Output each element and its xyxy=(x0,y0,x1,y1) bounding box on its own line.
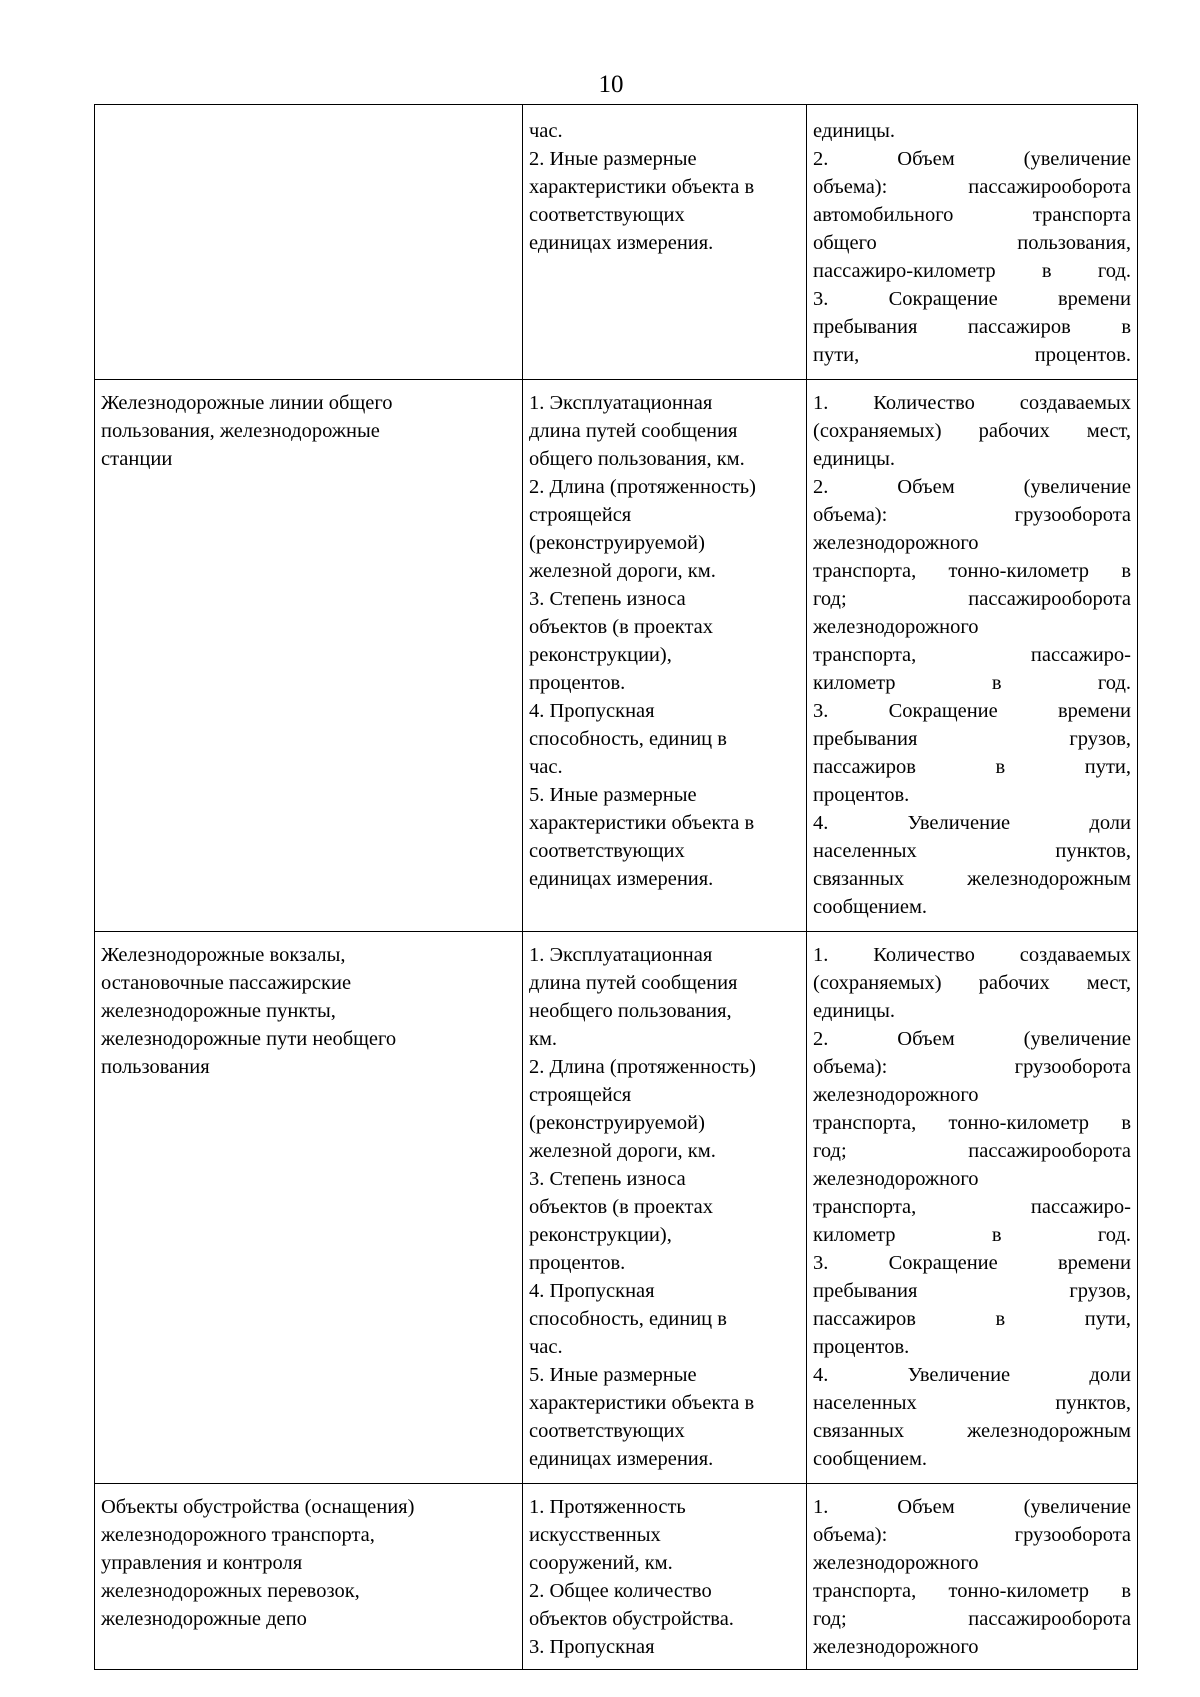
cell-line: станции xyxy=(101,448,173,470)
cell-line: транспорта, пассажиро- xyxy=(813,644,1131,666)
cell-line: населенных пунктов, xyxy=(813,1392,1131,1414)
characteristics-cell xyxy=(523,380,807,932)
cell-line: транспорта, тонно-километр в xyxy=(813,1112,1131,1134)
cell-line: (сохраняемых) рабочих мест, xyxy=(813,972,1131,994)
cell-line: железнодорожных перевозок, xyxy=(101,1580,360,1602)
cell-line: пассажиров в пути, xyxy=(813,756,1131,778)
object-cell xyxy=(95,1484,523,1670)
cell-line: объектов обустройства. xyxy=(529,1608,734,1630)
cell-line: объектов (в проектах xyxy=(529,1196,713,1218)
cell-line: объема): грузооборота xyxy=(813,504,1131,526)
cell-line: железнодорожные депо xyxy=(101,1608,307,1630)
cell-line: железнодорожного xyxy=(813,1636,979,1658)
cell-line: пассажиро-километр в год. xyxy=(813,260,1131,282)
cell-line: пребывания пассажиров в xyxy=(813,316,1131,338)
cell-line: 3. Сокращение времени xyxy=(813,1252,1131,1274)
cell-line: 5. Иные размерные xyxy=(529,1364,697,1386)
indicators-table xyxy=(94,104,1138,1670)
cell-line: единицы. xyxy=(813,120,896,142)
cell-line: процентов. xyxy=(813,1336,910,1358)
cell-line: железнодорожного xyxy=(813,616,979,638)
cell-line: объема): грузооборота xyxy=(813,1524,1131,1546)
characteristics-cell xyxy=(523,932,807,1484)
cell-line: 2. Длина (протяженность) xyxy=(529,1056,756,1078)
cell-line: 3. Сокращение времени xyxy=(813,288,1131,310)
cell-line: железнодорожного xyxy=(813,532,979,554)
cell-line: 1. Эксплуатационная xyxy=(529,392,713,414)
cell-line: длина путей сообщения xyxy=(529,972,738,994)
characteristics-cell xyxy=(523,1484,807,1670)
cell-line: (реконструируемой) xyxy=(529,1112,705,1134)
cell-line: километр в год. xyxy=(813,672,1131,694)
cell-line: сообщением. xyxy=(813,896,928,918)
cell-line: железной дороги, км. xyxy=(529,1140,716,1162)
cell-line: характеристики объекта в xyxy=(529,1392,755,1414)
cell-line: 2. Иные размерные xyxy=(529,148,697,170)
cell-line: 4. Пропускная xyxy=(529,700,655,722)
cell-line: год; пассажирооборота xyxy=(813,588,1131,610)
cell-line: соответствующих xyxy=(529,1420,685,1442)
object-cell xyxy=(95,380,523,932)
cell-line: необщего пользования, xyxy=(529,1000,732,1022)
cell-line: объема): пассажирооборота xyxy=(813,176,1131,198)
cell-line: 4. Увеличение доли xyxy=(813,812,1131,834)
table-row xyxy=(95,932,1138,1484)
cell-line: единицы. xyxy=(813,448,896,470)
object-cell xyxy=(95,105,523,380)
cell-line: железнодорожного xyxy=(813,1084,979,1106)
cell-line: общего пользования, км. xyxy=(529,448,745,470)
object-cell xyxy=(95,932,523,1484)
cell-line: 1. Объем (увеличение xyxy=(813,1496,1131,1518)
table-row xyxy=(95,1484,1138,1670)
table-row xyxy=(95,380,1138,932)
cell-line: сообщением. xyxy=(813,1448,928,1470)
cell-line: автомобильного транспорта xyxy=(813,204,1131,226)
cell-line: час. xyxy=(529,756,563,778)
cell-line: искусственных xyxy=(529,1524,661,1546)
indicators-cell xyxy=(807,932,1138,1484)
cell-line: железнодорожные пути необщего xyxy=(101,1028,397,1050)
cell-line: связанных железнодорожным xyxy=(813,1420,1131,1442)
cell-line: год; пассажирооборота xyxy=(813,1608,1131,1630)
cell-line: (реконструируемой) xyxy=(529,532,705,554)
cell-line: пути, процентов. xyxy=(813,344,1131,366)
cell-line: Железнодорожные линии общего xyxy=(101,392,393,414)
cell-line: способность, единиц в xyxy=(529,728,727,750)
cell-line: 1. Протяженность xyxy=(529,1496,686,1518)
cell-line: (сохраняемых) рабочих мест, xyxy=(813,420,1131,442)
cell-line: единицы. xyxy=(813,1000,896,1022)
cell-line: пользования xyxy=(101,1056,210,1078)
cell-line: процентов. xyxy=(529,672,626,694)
cell-line: пассажиров в пути, xyxy=(813,1308,1131,1330)
cell-line: железнодорожного транспорта, xyxy=(101,1524,375,1546)
cell-line: 4. Пропускная xyxy=(529,1280,655,1302)
cell-line: километр в год. xyxy=(813,1224,1131,1246)
cell-line: единицах измерения. xyxy=(529,868,714,890)
table-row xyxy=(95,105,1138,380)
cell-line: соответствующих xyxy=(529,840,685,862)
cell-line: строящейся xyxy=(529,1084,632,1106)
cell-line: железнодорожного xyxy=(813,1552,979,1574)
cell-line: 2. Объем (увеличение xyxy=(813,1028,1131,1050)
indicators-cell xyxy=(807,1484,1138,1670)
cell-line: единицах измерения. xyxy=(529,232,714,254)
cell-line: 2. Длина (протяженность) xyxy=(529,476,756,498)
indicators-cell xyxy=(807,105,1138,380)
cell-line: км. xyxy=(529,1028,558,1050)
cell-line: 4. Увеличение доли xyxy=(813,1364,1131,1386)
cell-line: год; пассажирооборота xyxy=(813,1140,1131,1162)
cell-line: час. xyxy=(529,120,563,142)
cell-line: длина путей сообщения xyxy=(529,420,738,442)
cell-line: транспорта, тонно-километр в xyxy=(813,560,1131,582)
cell-line: характеристики объекта в xyxy=(529,812,755,834)
cell-line: сооружений, км. xyxy=(529,1552,673,1574)
cell-line: 2. Общее количество xyxy=(529,1580,712,1602)
cell-line: железнодорожные пункты, xyxy=(101,1000,336,1022)
indicators-cell xyxy=(807,380,1138,932)
cell-line: пользования, железнодорожные xyxy=(101,420,380,442)
cell-line: 1. Количество создаваемых xyxy=(813,392,1131,414)
cell-line: строящейся xyxy=(529,504,632,526)
cell-line: железной дороги, км. xyxy=(529,560,716,582)
cell-line: процентов. xyxy=(813,784,910,806)
cell-line: час. xyxy=(529,1336,563,1358)
cell-line: характеристики объекта в xyxy=(529,176,755,198)
cell-line: управления и контроля xyxy=(101,1552,303,1574)
cell-line: единицах измерения. xyxy=(529,1448,714,1470)
cell-line: реконструкции), xyxy=(529,1224,672,1246)
cell-line: 3. Степень износа xyxy=(529,588,686,610)
cell-line: общего пользования, xyxy=(813,232,1131,254)
cell-line: 1. Эксплуатационная xyxy=(529,944,713,966)
cell-line: остановочные пассажирские xyxy=(101,972,352,994)
cell-line: 3. Сокращение времени xyxy=(813,700,1131,722)
cell-line: объема): грузооборота xyxy=(813,1056,1131,1078)
cell-line: железнодорожного xyxy=(813,1168,979,1190)
cell-line: процентов. xyxy=(529,1252,626,1274)
cell-line: 3. Степень износа xyxy=(529,1168,686,1190)
cell-line: 2. Объем (увеличение xyxy=(813,148,1131,170)
cell-line: соответствующих xyxy=(529,204,685,226)
cell-line: 2. Объем (увеличение xyxy=(813,476,1131,498)
cell-line: способность, единиц в xyxy=(529,1308,727,1330)
cell-line: пребывания грузов, xyxy=(813,1280,1131,1302)
cell-line: транспорта, пассажиро- xyxy=(813,1196,1131,1218)
cell-line: 3. Пропускная xyxy=(529,1636,655,1658)
cell-line: 1. Количество создаваемых xyxy=(813,944,1131,966)
cell-line: реконструкции), xyxy=(529,644,672,666)
cell-line: Объекты обустройства (оснащения) xyxy=(101,1496,415,1518)
characteristics-cell xyxy=(523,105,807,380)
cell-line: связанных железнодорожным xyxy=(813,868,1131,890)
cell-line: транспорта, тонно-километр в xyxy=(813,1580,1131,1602)
cell-line: 5. Иные размерные xyxy=(529,784,697,806)
cell-line: Железнодорожные вокзалы, xyxy=(101,944,346,966)
cell-line: объектов (в проектах xyxy=(529,616,713,638)
cell-line: населенных пунктов, xyxy=(813,840,1131,862)
page-number: 10 xyxy=(598,71,624,98)
cell-line: пребывания грузов, xyxy=(813,728,1131,750)
